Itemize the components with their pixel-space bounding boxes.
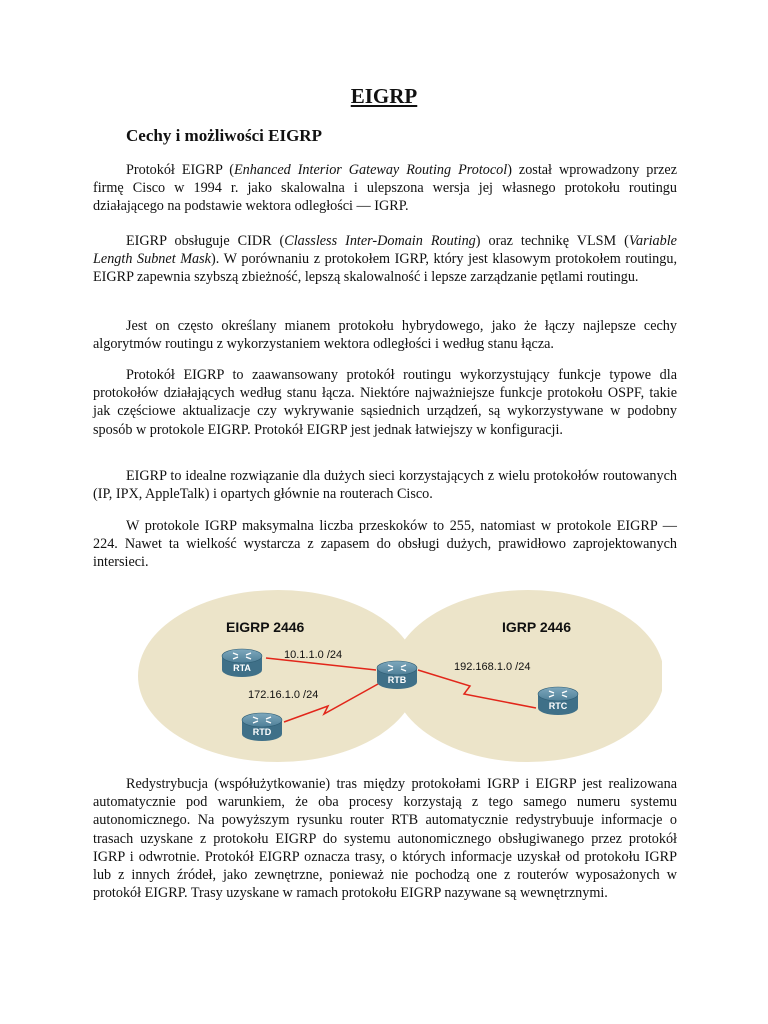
igrp-domain-area xyxy=(392,590,662,762)
paragraph-intro: Protokół EIGRP (Enhanced Interior Gateway Routing Protocol) został wprowadzony przez firmę Cisco w 1994 r. jako skalowalna i ulepszona wersja jej własnego protokołu routingu działającego na podstawie wektora odległości — IGRP. xyxy=(93,162,678,215)
link-label-rta-rtb: 10.1.1.0 /24 xyxy=(284,649,343,661)
eigrp-domain-label: EIGRP 2446 xyxy=(226,619,305,635)
paragraph-hybrid: Jest on często określany mianem protokołu hybrydowego, jako że łączy najlepsze cechy algorytmów routingu z wykorzystaniem wektora odległości i według stanu łącza. xyxy=(93,318,677,353)
link-label-rtd-rtb: 172.16.1.0 /24 xyxy=(248,689,319,701)
paragraph-advanced: Protokół EIGRP to zaawansowany protokół routingu wykorzystujący funkcje typowe dla protokołów działających według stanu łącza. Niektóre najważniejsze funkcje protokołu OSPF, takie jak częściowe aktualizacje czy wykrywanie sąsiednich urządzeń, są wykorzystywane w podobny sposób w protokole EIGRP. Protokół EIGRP jest jednak łatwiejszy w konfiguracji. xyxy=(93,367,677,438)
page-title: EIGRP xyxy=(350,84,418,108)
router-rtb xyxy=(377,661,417,689)
router-rta xyxy=(222,649,262,677)
paragraph-large-networks: EIGRP to idealne rozwiązanie dla dużych sieci korzystających z wielu protokołów routowanych (IP, IPX, AppleTalk) i opartych głównie na routerach Cisco. xyxy=(93,468,677,503)
link-label-rtb-rtc: 192.168.1.0 /24 xyxy=(454,661,531,673)
router-label-rta: RTA xyxy=(233,663,251,673)
router-rtc xyxy=(538,687,578,715)
paragraph-redistribution: Redystrybucja (współużytkowanie) tras między protokołami IGRP i EIGRP jest realizowana automatycznie pod warunkiem, że oba procesy korzystają z tego samego numeru systemu autonomicznego. Na powyższym rysunku router RTB automatycznie redystrybuuje informacje o trasach uzyskane z protokołu EIGRP do systemu autonomicznego obsługiwanego przez protokół IGRP i odwrotnie. Protokół EIGRP oznacza trasy, o których informacje uzyskał od protokołu IGRP lub z innych źródeł, jako zewnętrzne, ponieważ nie pochodzą one z routerów wyposażonych w protokół EIGRP. Trasy uzyskane w ramach protokołu EIGRP nazywane są wewnętrznymi. xyxy=(93,776,677,902)
igrp-domain-label: IGRP 2446 xyxy=(502,619,572,635)
network-diagram xyxy=(138,590,662,765)
section-heading: Cechy i możliwości EIGRP xyxy=(126,126,322,145)
router-label-rtb: RTB xyxy=(387,675,407,685)
router-label-rtd: RTD xyxy=(252,727,272,737)
router-rtd xyxy=(242,713,282,741)
paragraph-hop-count: W protokole IGRP maksymalna liczba przeskoków to 255, natomiast w protokole EIGRP — 224. Nawet ta wielkość wystarcza z zapasem do obsługi dużych, prawidłowo zaprojektowanych intersieci. xyxy=(93,518,677,571)
router-label-rtc: RTC xyxy=(548,701,568,711)
paragraph-cidr-vlsm: EIGRP obsługuje CIDR (Classless Inter-Domain Routing) oraz technikę VLSM (Variable Length Subnet Mask). W porównaniu z protokołem IGRP, który jest klasowym protokołem routingu, EIGRP zapewnia szybszą zbieżność, lepszą skalowalność i lepsze zarządzanie pętlami routingu. xyxy=(93,233,677,286)
